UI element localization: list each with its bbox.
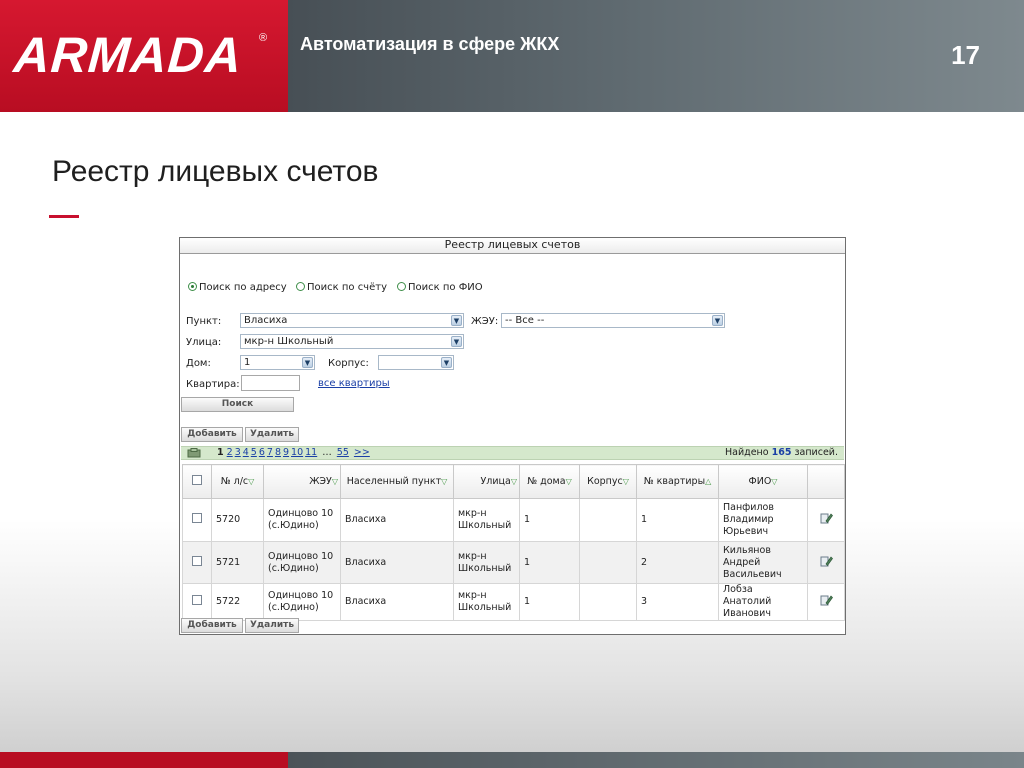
page-link[interactable]: 5 <box>250 447 257 458</box>
punkt-value: Власиха <box>244 315 288 326</box>
chevron-down-icon: ▼ <box>451 315 462 326</box>
col-fio[interactable] <box>719 465 808 499</box>
footer-grey-bar <box>288 752 1024 768</box>
page-link[interactable]: 6 <box>258 447 265 458</box>
col-label: № дома <box>527 476 566 487</box>
cell-settlement: Власиха <box>341 584 454 621</box>
col-label: ФИО <box>748 476 772 487</box>
street-value: мкр-н Школьный <box>244 336 334 347</box>
sort-icon: △ <box>705 477 712 486</box>
sort-icon: ▽ <box>248 477 255 486</box>
col-korpus[interactable] <box>580 465 637 499</box>
window-title: Реестр лицевых счетов <box>180 238 845 254</box>
cell-street: мкр-н Школьный <box>454 542 520 584</box>
street-label: Улица: <box>186 337 222 348</box>
slide-number: 17 <box>951 40 980 70</box>
cell-fio: Лобза Анатолий Иванович <box>719 584 808 621</box>
row-checkbox[interactable] <box>192 513 202 523</box>
next-page-link[interactable]: >> <box>353 447 370 458</box>
radio-selected-icon <box>188 282 197 291</box>
house-label: Дом: <box>186 358 211 369</box>
cell-account: 5722 <box>212 584 264 621</box>
col-settlement[interactable] <box>341 465 454 499</box>
zheu-value: -- Все -- <box>505 315 545 326</box>
house-select[interactable] <box>240 355 315 370</box>
table-header-row <box>183 465 845 499</box>
add-button-bottom[interactable]: Добавить <box>181 618 243 633</box>
col-zheu[interactable] <box>264 465 341 499</box>
row-checkbox[interactable] <box>192 556 202 566</box>
radio-icon <box>397 282 406 291</box>
delete-button[interactable]: Удалить <box>245 427 299 442</box>
current-page: 1 <box>217 447 224 458</box>
cell-settlement: Власиха <box>341 542 454 584</box>
cell-fio: Панфилов Владимир Юрьевич <box>719 499 808 542</box>
sort-icon: ▽ <box>441 477 448 486</box>
armada-logo: ARMADA <box>12 27 245 83</box>
edit-record-icon[interactable] <box>819 511 833 525</box>
pager-bar <box>181 446 844 460</box>
radio-search-account[interactable] <box>296 282 387 293</box>
edit-record-icon[interactable] <box>819 593 833 607</box>
punkt-label: Пункт: <box>186 316 222 327</box>
delete-button-bottom[interactable]: Удалить <box>245 618 299 633</box>
select-all-checkbox[interactable] <box>192 475 202 485</box>
last-page-link[interactable]: 55 <box>336 447 349 458</box>
cell-korpus <box>580 584 637 621</box>
edit-cell[interactable] <box>808 584 845 621</box>
radio-icon <box>296 282 305 291</box>
row-checkbox[interactable] <box>192 595 202 605</box>
found-number: 165 <box>771 447 792 458</box>
radio-label: Поиск по ФИО <box>408 282 483 293</box>
cell-korpus <box>580 499 637 542</box>
registry-window <box>179 237 846 635</box>
brand-header <box>0 0 288 112</box>
col-apartment[interactable] <box>637 465 719 499</box>
page-link[interactable]: 4 <box>242 447 249 458</box>
zheu-select[interactable] <box>501 313 725 328</box>
col-house[interactable] <box>520 465 580 499</box>
accounts-table <box>182 464 845 621</box>
col-label: ЖЭУ <box>309 476 332 487</box>
chevron-down-icon: ▼ <box>451 336 462 347</box>
header-subtitle: Автоматизация в сфере ЖКХ <box>300 34 560 54</box>
cell-zheu: Одинцово 10 (с.Юдино) <box>264 542 341 584</box>
cell-account: 5721 <box>212 542 264 584</box>
page-link[interactable]: 11 <box>305 447 318 458</box>
row-checkbox-cell[interactable] <box>183 499 212 542</box>
table-row <box>183 499 845 542</box>
table-row <box>183 584 845 621</box>
page-link[interactable]: 2 <box>226 447 233 458</box>
chevron-down-icon: ▼ <box>712 315 723 326</box>
cell-apartment: 3 <box>637 584 719 621</box>
sort-icon: ▽ <box>622 477 629 486</box>
cell-house: 1 <box>520 499 580 542</box>
radio-search-address[interactable] <box>188 282 287 293</box>
cell-fio: Кильянов Андрей Васильевич <box>719 542 808 584</box>
cell-zheu: Одинцово 10 (с.Юдино) <box>264 499 341 542</box>
korpus-select[interactable] <box>378 355 454 370</box>
apartment-input[interactable] <box>241 375 300 391</box>
col-street[interactable] <box>454 465 520 499</box>
page-link[interactable]: 7 <box>266 447 273 458</box>
page-link[interactable]: 3 <box>234 447 241 458</box>
col-label: № квартиры <box>643 476 706 487</box>
registered-mark: ® <box>259 32 268 44</box>
col-account[interactable] <box>212 465 264 499</box>
select-all-checkbox-cell[interactable] <box>183 465 212 499</box>
page-link[interactable]: 8 <box>274 447 281 458</box>
header-band <box>288 0 1024 112</box>
cell-settlement: Власиха <box>341 499 454 542</box>
col-label: № л/с <box>220 476 249 487</box>
page-links <box>217 447 372 459</box>
apartment-label: Квартира: <box>186 379 240 390</box>
sort-icon: ▽ <box>565 477 572 486</box>
chevron-down-icon: ▼ <box>302 357 313 368</box>
chevron-down-icon: ▼ <box>441 357 452 368</box>
filter-tools-icon[interactable] <box>187 448 201 458</box>
row-checkbox-cell[interactable] <box>183 584 212 621</box>
cell-apartment: 2 <box>637 542 719 584</box>
row-checkbox-cell[interactable] <box>183 542 212 584</box>
col-label: Корпус <box>587 476 623 487</box>
cell-korpus <box>580 542 637 584</box>
page-link[interactable]: 9 <box>282 447 290 458</box>
punkt-select[interactable] <box>240 313 464 328</box>
radio-label: Поиск по адресу <box>199 282 287 293</box>
page-ellipsis: … <box>322 447 332 458</box>
cell-street: мкр-н Школьный <box>454 499 520 542</box>
house-value: 1 <box>244 357 251 368</box>
street-select[interactable] <box>240 334 464 349</box>
korpus-label: Корпус: <box>328 358 369 369</box>
cell-account: 5720 <box>212 499 264 542</box>
found-prefix: Найдено <box>724 447 769 458</box>
sort-icon: ▽ <box>771 477 778 486</box>
sort-icon: ▽ <box>331 477 338 486</box>
title-underline <box>49 215 79 218</box>
table-row <box>183 542 845 584</box>
col-actions <box>808 465 845 499</box>
add-button[interactable]: Добавить <box>181 427 243 442</box>
cell-zheu: Одинцово 10 (с.Юдино) <box>264 584 341 621</box>
found-count <box>725 447 838 459</box>
zheu-label: ЖЭУ: <box>471 316 499 327</box>
cell-house: 1 <box>520 542 580 584</box>
slide-title: Реестр лицевых счетов <box>52 155 379 188</box>
all-apartments-link[interactable]: все квартиры <box>318 378 390 389</box>
edit-record-icon[interactable] <box>819 554 833 568</box>
col-label: Улица <box>480 476 511 487</box>
edit-cell[interactable] <box>808 542 845 584</box>
radio-search-fio[interactable] <box>397 282 483 293</box>
col-label: Населенный пункт <box>346 476 442 487</box>
footer-red-bar <box>0 752 288 768</box>
found-suffix: записей. <box>794 447 838 458</box>
radio-label: Поиск по счёту <box>307 282 387 293</box>
page-link[interactable]: 10 <box>291 447 304 458</box>
search-button[interactable]: Поиск <box>181 397 294 412</box>
cell-street: мкр-н Школьный <box>454 584 520 621</box>
cell-apartment: 1 <box>637 499 719 542</box>
sort-icon: ▽ <box>510 477 517 486</box>
cell-house: 1 <box>520 584 580 621</box>
edit-cell[interactable] <box>808 499 845 542</box>
